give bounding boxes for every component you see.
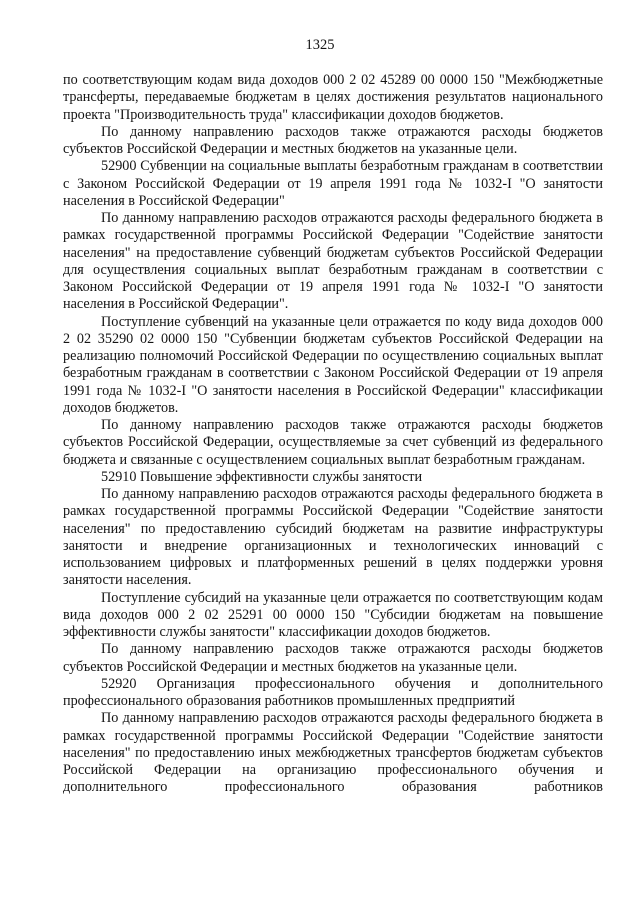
paragraph: Поступление субсидий на указанные цели отражается по соответствующим кодам вида доходов 000 2 02 25291 00 0000 150 "Субсидии бюджетам на повышение эффективности службы занятости" классификации доходов бюджетов. — [63, 589, 603, 640]
section-heading-52920: 52920 Организация профессионального обучения и дополнительного профессионального образования работников промышленных предприятий — [63, 675, 603, 709]
section-heading-52910: 52910 Повышение эффективности службы занятости — [101, 468, 423, 485]
paragraph: По данному направлению расходов отражаются расходы федерального бюджета в рамках государственной программы Российской Федерации "Содействие занятости населения" по предоставлению субсидий бюджетам на развитие инфраструктуры занятости и внедрение организационных и технологических инноваций с использованием цифровых и платформенных решений в целях поддержки уровня занятости населения. — [63, 486, 603, 589]
paragraph: По данному направлению расходов отражаются расходы федерального бюджета в рамках государственной программы Российской Федерации "Содействие занятости населения" по предоставлению иных межбюджетных трансфертов бюджетам субъектов Российской Федерации на организацию профессионального обучения и дополнительного профессионального образования работников — [63, 710, 603, 796]
paragraph: По данному направлению расходов также отражаются расходы бюджетов субъектов Российской Федерации и местных бюджетов на указанные цели. — [63, 641, 603, 675]
paragraph: По данному направлению расходов также отражаются расходы бюджетов субъектов Российской Федерации, осуществляемые за счет субвенций из федерального бюджета и связанные с осуществлением социальных выплат безработным гражданам. — [63, 417, 603, 468]
paragraph: Поступление субвенций на указанные цели отражается по коду вида доходов 000 2 02 35290 02 0000 150 "Субвенции бюджетам субъектов Российской Федерации на реализацию полномочий Российской Федерации по осуществлению социальных выплат безработным гражданам в соответствии с Законом Российской Федерации от 19 апреля 1991 года № 1032-I "О занятости населения в Российской Федерации" классификации доходов бюджетов. — [63, 313, 603, 416]
section-heading-52900: 52900 Субвенции на социальные выплаты безработным гражданам в соответствии с Законом Российской Федерации от 19 апреля 1991 года № 1032-I "О занятости населения в Российской Федерации" — [63, 158, 603, 209]
paragraph: По данному направлению расходов отражаются расходы федерального бюджета в рамках государственной программы Российской Федерации "Содействие занятости населения" на предоставление субвенций бюджетам субъектов Российской Федерации для осуществления социальных выплат безработным гражданам в соответствии с Законом Российской Федерации от 19 апреля 1991 года № 1032-I "О занятости населения в Российской Федерации". — [63, 210, 603, 313]
paragraph: по соответствующим кодам вида доходов 000 2 02 45289 00 0000 150 "Межбюджетные трансферты, передаваемые бюджетам в целях достижения результатов национального проекта "Производительность труда" классификации доходов бюджетов. — [63, 72, 603, 123]
page-number: 1325 — [305, 37, 335, 53]
document-body — [63, 72, 603, 797]
paragraph: По данному направлению расходов также отражаются расходы бюджетов субъектов Российской Федерации и местных бюджетов на указанные цели. — [63, 123, 603, 157]
